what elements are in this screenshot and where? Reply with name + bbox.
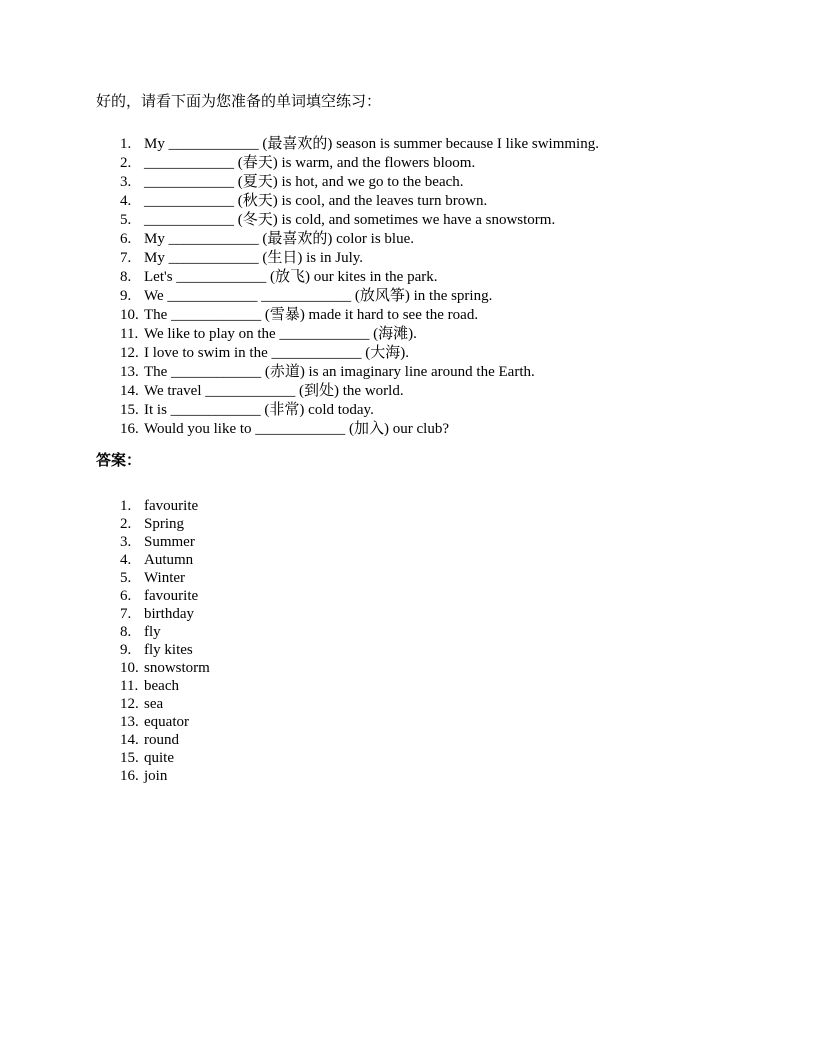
item-text: ____________ (冬天) is cold, and sometimes we have a snowstorm. [144, 212, 556, 228]
answer-item [120, 677, 720, 695]
exercise-item [120, 173, 720, 192]
item-number: 9. [120, 288, 132, 304]
item-text: Winter [144, 570, 186, 586]
item-number: 15. [120, 402, 139, 418]
item-text: equator [144, 714, 189, 730]
item-number: 3. [120, 174, 132, 190]
item-number: 10. [120, 660, 139, 676]
answer-item [120, 497, 720, 515]
item-text: round [144, 732, 179, 748]
item-number: 5. [120, 570, 132, 586]
item-number: 13. [120, 714, 139, 730]
item-text: birthday [144, 606, 194, 622]
answer-item [120, 569, 720, 587]
item-number: 1. [120, 136, 132, 152]
answer-item [120, 695, 720, 713]
item-number: 10. [120, 307, 139, 323]
item-text: My ____________ (最喜欢的) season is summer because I like swimming. [144, 136, 599, 152]
item-text: fly [144, 624, 161, 640]
item-number: 7. [120, 606, 132, 622]
item-number: 6. [120, 588, 132, 604]
exercise-item [120, 211, 720, 230]
answer-item [120, 659, 720, 677]
answer-item [120, 515, 720, 533]
exercise-item [120, 325, 720, 344]
item-text: ____________ (秋天) is cool, and the leaves turn brown. [144, 193, 488, 209]
item-text: favourite [144, 498, 199, 514]
intro-text: 好的，请看下面为您准备的单词填空练习： [96, 94, 382, 110]
item-number: 14. [120, 383, 139, 399]
item-text: We like to play on the ____________ (海滩). [144, 326, 417, 342]
answer-item [120, 605, 720, 623]
exercise-item [120, 306, 720, 325]
exercise-item [120, 344, 720, 363]
item-number: 6. [120, 231, 132, 247]
item-text: sea [144, 696, 164, 712]
answer-item [120, 551, 720, 569]
answer-item [120, 623, 720, 641]
exercise-item [120, 401, 720, 420]
item-text: We ____________ ____________ (放风筝) in the spring. [144, 288, 493, 304]
exercise-item [120, 382, 720, 401]
item-number: 16. [120, 421, 139, 437]
item-number: 11. [120, 326, 139, 342]
item-text: snowstorm [144, 660, 210, 676]
item-number: 3. [120, 534, 132, 550]
exercise-item [120, 420, 720, 439]
answer-item [120, 533, 720, 551]
item-text: It is ____________ (非常) cold today. [144, 402, 374, 418]
item-text: The ____________ (赤道) is an imaginary line around the Earth. [144, 364, 535, 380]
item-text: The ____________ (雪暴) made it hard to see the road. [144, 307, 479, 323]
item-text: My ____________ (生日) is in July. [144, 250, 364, 266]
item-number: 2. [120, 155, 132, 171]
item-number: 14. [120, 732, 139, 748]
item-number: 11. [120, 678, 139, 694]
answer-item [120, 731, 720, 749]
item-number: 8. [120, 624, 132, 640]
item-text: join [144, 768, 168, 784]
answer-item [120, 587, 720, 605]
exercise-item [120, 230, 720, 249]
item-text: favourite [144, 588, 199, 604]
answers-list [120, 497, 720, 785]
item-number: 2. [120, 516, 132, 532]
item-text: I love to swim in the ____________ (大海). [144, 345, 409, 361]
item-text: Spring [144, 516, 185, 532]
exercise-item [120, 154, 720, 173]
exercise-item [120, 363, 720, 382]
exercise-item [120, 135, 720, 154]
item-number: 15. [120, 750, 139, 766]
item-text: Summer [144, 534, 195, 550]
answers-heading: 答案： [96, 453, 142, 469]
item-text: quite [144, 750, 174, 766]
answer-item [120, 713, 720, 731]
answer-item [120, 641, 720, 659]
item-number: 1. [120, 498, 132, 514]
exercise-item [120, 249, 720, 268]
item-text: Let's ____________ (放飞) our kites in the park. [144, 269, 438, 285]
item-text: We travel ____________ (到处) the world. [144, 383, 404, 399]
item-number: 4. [120, 193, 132, 209]
item-text: ____________ (春天) is warm, and the flowers bloom. [144, 155, 476, 171]
exercise-item [120, 287, 720, 306]
item-number: 7. [120, 250, 132, 266]
answer-item [120, 767, 720, 785]
item-text: beach [144, 678, 179, 694]
item-number: 13. [120, 364, 139, 380]
item-number: 16. [120, 768, 139, 784]
exercise-item [120, 268, 720, 287]
answer-item [120, 749, 720, 767]
item-number: 12. [120, 696, 139, 712]
item-text: Would you like to ____________ (加入) our club? [144, 421, 450, 437]
item-number: 8. [120, 269, 132, 285]
exercise-list [120, 135, 720, 439]
item-number: 5. [120, 212, 132, 228]
item-number: 9. [120, 642, 132, 658]
item-text: ____________ (夏天) is hot, and we go to the beach. [144, 174, 464, 190]
item-text: My ____________ (最喜欢的) color is blue. [144, 231, 414, 247]
item-text: fly kites [144, 642, 193, 658]
item-text: Autumn [144, 552, 194, 568]
item-number: 4. [120, 552, 132, 568]
item-number: 12. [120, 345, 139, 361]
exercise-item [120, 192, 720, 211]
